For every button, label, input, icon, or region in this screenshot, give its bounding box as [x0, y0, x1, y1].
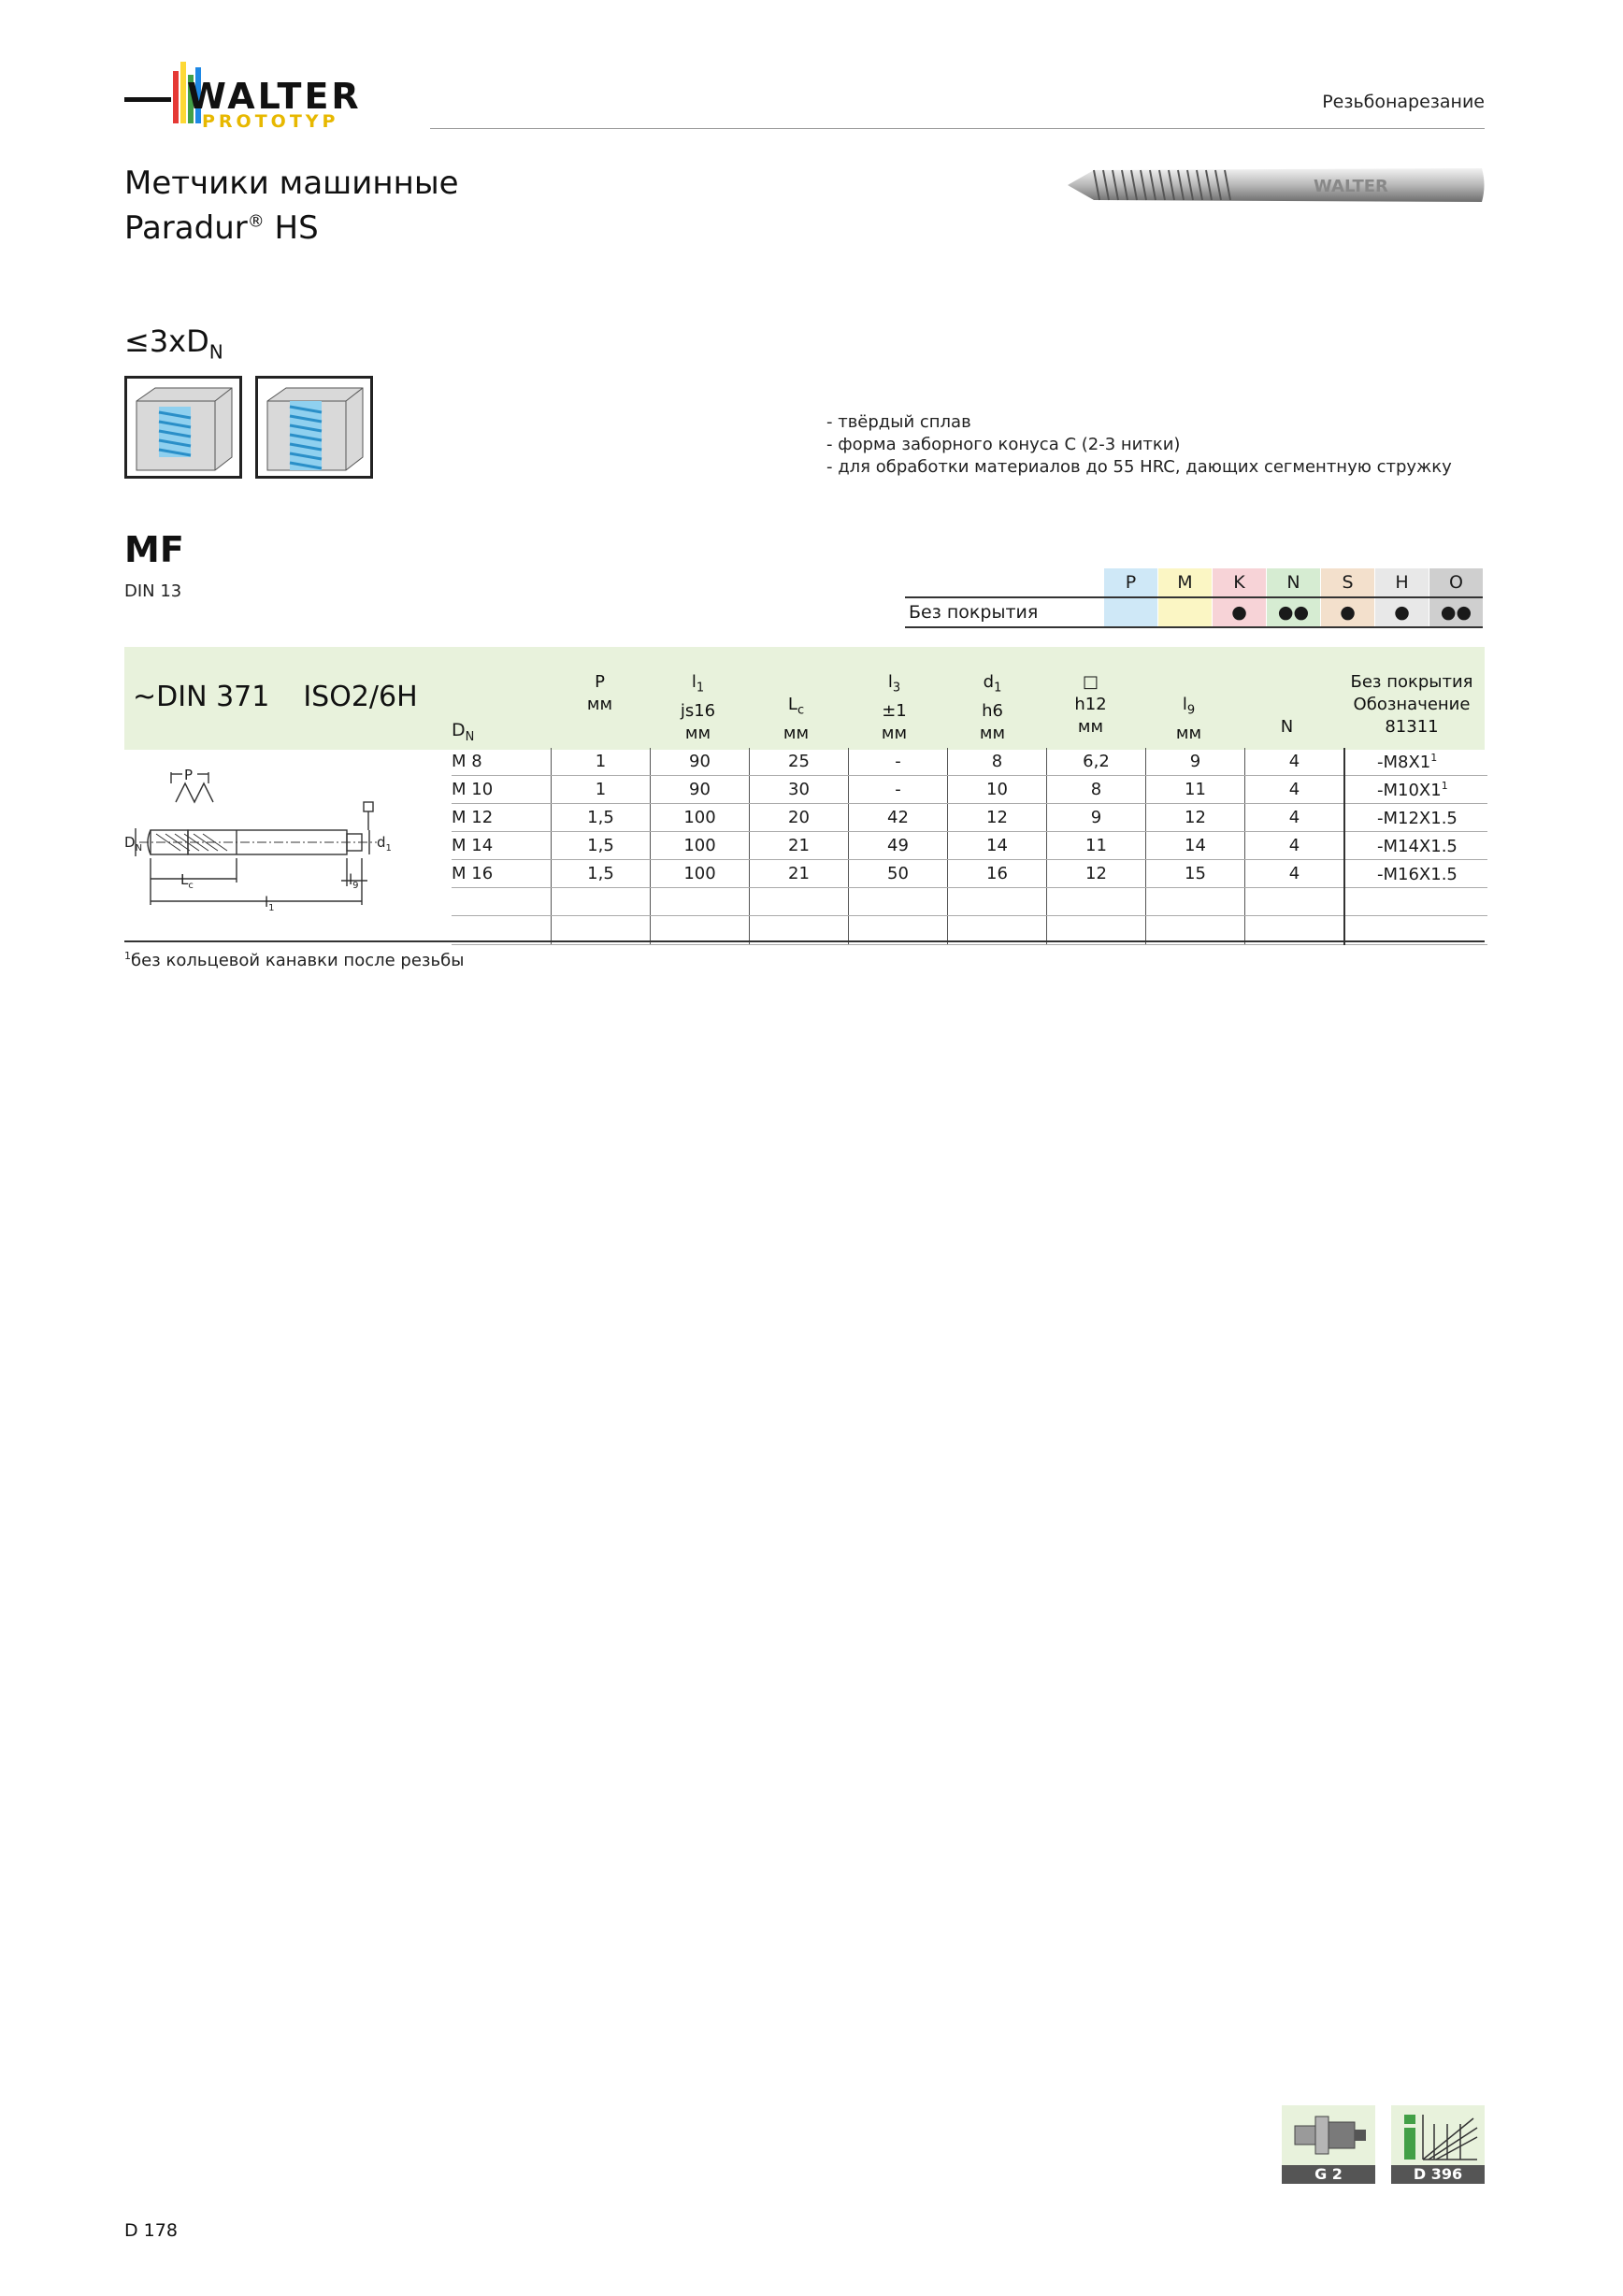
table-row: [452, 832, 1487, 860]
cell-code: -M12X1.5: [1344, 804, 1487, 832]
col-header-l1: $l_1$ js16 мм: [680, 672, 716, 743]
col-header-n: N: [1280, 717, 1294, 737]
cell-n: 4: [1245, 776, 1345, 804]
cell-p: 1,5: [552, 832, 651, 860]
info-chart-icon: [1391, 2105, 1485, 2165]
cell-sq: 12: [1047, 860, 1146, 888]
ref-badge-g2[interactable]: [1282, 2105, 1375, 2184]
feature-item: - твёрдый сплав: [826, 412, 971, 432]
cell-l9: 12: [1146, 804, 1245, 832]
col-header-p: P мм: [586, 672, 613, 714]
cell-l3: 42: [849, 804, 948, 832]
col-header-l9: $l_9$ мм: [1175, 695, 1202, 743]
table-standard-title: ~DIN 371 ISO2/6H: [133, 681, 418, 713]
cell-l9: 14: [1146, 832, 1245, 860]
cell-code: $-M10X1^1$: [1344, 776, 1487, 804]
svg-text:d1: $d_1$: [377, 834, 392, 854]
material-group-s: S: [1321, 568, 1375, 597]
logo-wordmark: WALTER: [187, 76, 362, 117]
cell-p: 1,5: [552, 860, 651, 888]
ref-badge-d396[interactable]: [1391, 2105, 1485, 2184]
cell-l9: 11: [1146, 776, 1245, 804]
col-header-dn: $D_N$: [452, 720, 475, 744]
cell-sq: 9: [1047, 804, 1146, 832]
dimensions-table: [452, 748, 1487, 945]
cell-empty: [651, 888, 750, 916]
suitability-p: [1104, 597, 1158, 627]
material-group-p: P: [1104, 568, 1158, 597]
cell-lc: 21: [750, 860, 849, 888]
cell-sq: 8: [1047, 776, 1146, 804]
svg-text:l1: $l_1$: [265, 894, 275, 913]
suitability-s: ●: [1321, 597, 1375, 627]
cell-sq: 6,2: [1047, 748, 1146, 776]
cell-empty: [750, 888, 849, 916]
cell-lc: 30: [750, 776, 849, 804]
cell-lc: 25: [750, 748, 849, 776]
cell-l1: 100: [651, 832, 750, 860]
cell-dn: M 10: [452, 776, 552, 804]
product-title-line2: Paradur® HS: [124, 209, 319, 247]
cell-empty: [1146, 888, 1245, 916]
cell-l1: 90: [651, 776, 750, 804]
cell-l3: 50: [849, 860, 948, 888]
cell-lc: 21: [750, 832, 849, 860]
suitability-o: ●●: [1429, 597, 1484, 627]
section-title: Резьбонарезание: [1322, 92, 1485, 112]
cell-empty: [1344, 888, 1487, 916]
suitability-m: [1158, 597, 1213, 627]
cell-n: 4: [1245, 748, 1345, 776]
cell-empty: [552, 888, 651, 916]
product-title-line1: Метчики машинные: [124, 165, 459, 202]
material-group-n: N: [1267, 568, 1321, 597]
suitability-h: ●: [1375, 597, 1429, 627]
product-standard: DIN 13: [124, 581, 182, 601]
product-code: MF: [124, 529, 184, 570]
cell-code: -M14X1.5: [1344, 832, 1487, 860]
table-row-empty: [452, 888, 1487, 916]
cell-l3: -: [849, 748, 948, 776]
cell-code: $-M8X1^1$: [1344, 748, 1487, 776]
cell-empty: [849, 888, 948, 916]
material-group-o: O: [1429, 568, 1484, 597]
cell-p: 1: [552, 748, 651, 776]
cell-d1: 14: [948, 832, 1047, 860]
thread-depth-label: $\le 3xD_N$: [124, 323, 223, 364]
cell-p: 1: [552, 776, 651, 804]
cell-dn: M 8: [452, 748, 552, 776]
cell-empty: [1047, 888, 1146, 916]
feature-item: - для обработки материалов до 55 HRC, дающих сегментную стружку: [826, 457, 1452, 477]
footnote: $^1$без кольцевой канавки после резьбы: [124, 950, 465, 970]
table-bottom-rule: [124, 940, 1485, 942]
cell-empty: [948, 888, 1047, 916]
cell-empty: [452, 888, 552, 916]
through-hole-icon: [255, 376, 373, 479]
cell-dn: M 12: [452, 804, 552, 832]
cell-dn: M 16: [452, 860, 552, 888]
cell-d1: 8: [948, 748, 1047, 776]
cell-l1: 90: [651, 748, 750, 776]
page-number: D 178: [124, 2220, 178, 2241]
svg-text:DN: $D_N$: [124, 834, 143, 854]
tap-dimension-drawing: [124, 753, 447, 922]
cell-l3: 49: [849, 832, 948, 860]
ref-badge-label: G 2: [1282, 2165, 1375, 2184]
feature-list: [826, 411, 1452, 479]
material-group-m: M: [1158, 568, 1213, 597]
cell-d1: 12: [948, 804, 1047, 832]
header-rule: [430, 128, 1485, 129]
cell-d1: 16: [948, 860, 1047, 888]
tap-photo-icon: [1066, 161, 1487, 209]
cell-n: 4: [1245, 860, 1345, 888]
ref-badge-label: D 396: [1391, 2165, 1485, 2184]
table-row: [452, 776, 1487, 804]
col-header-code: Без покрытия Обозначение 81311: [1350, 672, 1473, 737]
logo-subtitle: PROTOTYP: [202, 111, 339, 132]
blind-hole-icon: [124, 376, 242, 479]
col-header-square: □ h12 мм: [1074, 672, 1107, 737]
tool-holder-icon: [1282, 2105, 1375, 2165]
col-header-d1: $d_1$ h6 мм: [979, 672, 1006, 743]
svg-text:P: P: [184, 767, 194, 783]
svg-text:Lc: $L_c$: [180, 871, 194, 891]
table-row: [452, 860, 1487, 888]
svg-text:WALTER: WALTER: [1314, 177, 1388, 196]
cell-p: 1,5: [552, 804, 651, 832]
cell-sq: 11: [1047, 832, 1146, 860]
material-suitability-table: [905, 568, 1483, 628]
suitability-k: ●: [1213, 597, 1267, 627]
material-group-h: H: [1375, 568, 1429, 597]
coating-label: Без покрытия: [905, 597, 1104, 627]
col-header-l3: $l_3$ ±1 мм: [881, 672, 908, 743]
cell-d1: 10: [948, 776, 1047, 804]
material-group-k: K: [1213, 568, 1267, 597]
cell-l3: -: [849, 776, 948, 804]
suitability-n: ●●: [1267, 597, 1321, 627]
feature-item: - форма заборного конуса C (2-3 нитки): [826, 435, 1181, 454]
cell-dn: M 14: [452, 832, 552, 860]
cell-code: -M16X1.5: [1344, 860, 1487, 888]
cell-l1: 100: [651, 804, 750, 832]
svg-text:l9: $l_9$: [349, 871, 359, 891]
cell-n: 4: [1245, 832, 1345, 860]
cell-empty: [1245, 888, 1345, 916]
cell-n: 4: [1245, 804, 1345, 832]
cell-l9: 9: [1146, 748, 1245, 776]
col-header-lc: $L_c$ мм: [783, 695, 810, 743]
cell-l1: 100: [651, 860, 750, 888]
cell-l9: 15: [1146, 860, 1245, 888]
table-row: [452, 748, 1487, 776]
cell-lc: 20: [750, 804, 849, 832]
table-row: [452, 804, 1487, 832]
